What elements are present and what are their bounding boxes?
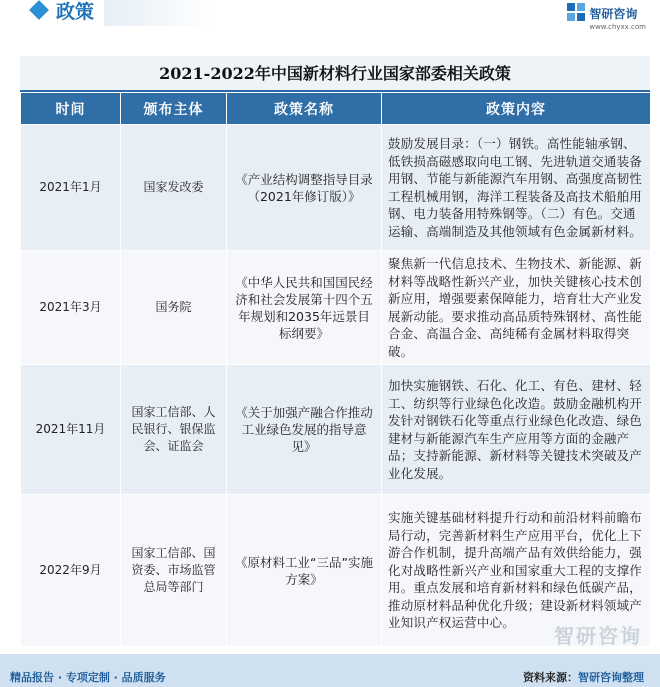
cell-policy: 《产业结构调整指导目录（2021年修订版）》 [227, 125, 382, 251]
brand-name: 智研咨询 [589, 7, 638, 21]
cell-time: 2021年1月 [21, 125, 121, 251]
cell-policy: 《中华人民共和国国民经济和社会发展第十四个五年规划和2035年远景目标纲要》 [227, 251, 382, 365]
brand-url: www.chyxx.com [589, 23, 646, 31]
cell-content: 聚焦新一代信息技术、生物技术、新能源、新材料等战略性新兴产业，加快关键核心技术创新应用，增强要素保障能力，培育壮大产业发展新动能。要求推动高品质特殊钢材、高性能合金、高温合金、高纯稀有金属材料取得突破。 [382, 251, 651, 365]
source-value: 智研咨询整理 [578, 671, 644, 684]
footer-slogan: 精品报告 · 专项定制 · 品质服务 [10, 671, 166, 684]
cell-content: 鼓励发展目录：（一）钢铁。高性能轴承钢、低铁损高磁感取向电工钢、先进轨道交通装备用钢、节能与新能源汽车用钢、高强度高韧性工程机械用钢，海洋工程装备及高技术船舶用钢、电力装备用特殊钢等。（二）有色。交通运输、高端制造及其他领域有色金属新材料。 [382, 125, 651, 251]
cell-time: 2021年3月 [21, 251, 121, 365]
cell-policy: 《关于加强产融合作推动工业绿色发展的指导意见》 [227, 365, 382, 495]
source-label: 资料来源： [523, 671, 578, 684]
watermark: 智研咨询 [554, 624, 642, 648]
page-header [0, 0, 660, 31]
column-header-policy: 政策名称 [227, 93, 382, 125]
table-row [21, 251, 651, 365]
diamond-icon [29, 0, 49, 20]
policy-table [20, 92, 651, 647]
cell-issuer: 国家工信部、国资委、市场监管总局等部门 [121, 495, 227, 647]
cell-policy: 《原材料工业“三品”实施方案》 [227, 495, 382, 647]
column-header-issuer: 颁布主体 [121, 93, 227, 125]
footer-source [523, 669, 644, 685]
cell-issuer: 国家发改委 [121, 125, 227, 251]
cell-content: 实施关键基础材料提升行动和前沿材料前瞻布局行动，完善新材料生产应用平台，优化上下游合作机制，提升高端产品有效供给能力，强化对战略性新兴产业和国家重大工程的支撑作用。重点发展和培育新材料和绿色低碳产品，推动原材料品种优化升级；建设新材料领域产业知识产权运营中心。 [382, 495, 651, 647]
cell-content: 加快实施钢铁、石化、化工、有色、建材、轻工、纺织等行业绿色化改造。鼓励金融机构开发针对钢铁石化等重点行业绿色化改造、绿色建材与新能源汽车生产应用等方面的金融产品；支持新能源、新材料等关键技术突破及产业化发展。 [382, 365, 651, 495]
table-row [21, 125, 651, 251]
section-title: 政策 [56, 1, 95, 23]
cell-time: 2021年11月 [21, 365, 121, 495]
brand-logo-icon [567, 3, 585, 21]
cell-issuer: 国务院 [121, 251, 227, 365]
cell-issuer: 国家工信部、人民银行、银保监会、证监会 [121, 365, 227, 495]
brand [567, 3, 646, 31]
page-footer [0, 654, 660, 687]
cell-time: 2022年9月 [21, 495, 121, 647]
table-caption: 2021-2022年中国新材料行业国家部委相关政策 [20, 56, 650, 92]
policy-table-container [20, 56, 650, 649]
header-decoration [104, 0, 214, 26]
column-header-time: 时间 [21, 93, 121, 125]
table-row [21, 365, 651, 495]
column-header-content: 政策内容 [382, 93, 651, 125]
table-header-row [21, 93, 651, 125]
